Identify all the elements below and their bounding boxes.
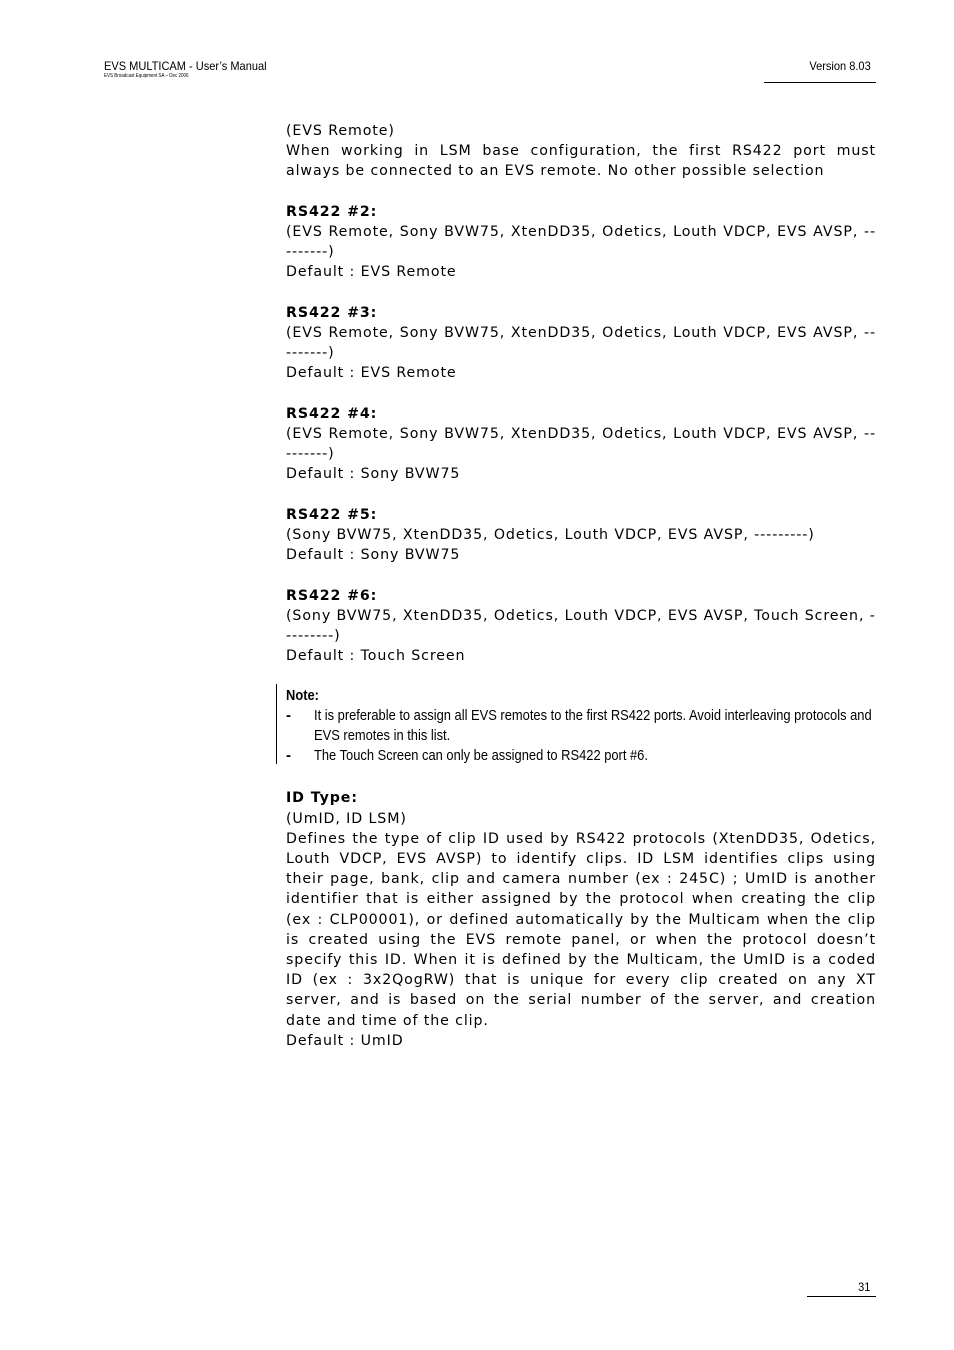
manual-title: EVS MULTICAM - User’s Manual — [104, 59, 267, 73]
intro-section — [286, 121, 876, 182]
port-default: Default : Sony BVW75 — [286, 466, 461, 483]
note-item-text: It is preferable to assign all EVS remotes to the first RS422 ports. Avoid interleaving protocols and EVS remotes in this list. — [314, 707, 872, 745]
main-content — [286, 121, 876, 1051]
port-section — [286, 303, 876, 384]
intro-label: (EVS Remote) — [286, 123, 395, 139]
bullet-dash: - — [286, 747, 291, 765]
note-item — [286, 706, 876, 746]
port-options: (EVS Remote, Sony BVW75, XtenDD35, Odetics, Louth VDCP, EVS AVSP, ---------) — [286, 426, 876, 463]
header-left — [104, 59, 281, 79]
note-item-text: The Touch Screen can only be assigned to RS422 port #6. — [314, 747, 648, 765]
port-options: (Sony BVW75, XtenDD35, Odetics, Louth VDCP, EVS AVSP, ---------) — [286, 527, 815, 543]
id-type-description: Defines the type of clip ID used by RS422 protocols (XtenDD35, Odetics, Louth VDCP, EVS AVSP) to identify clips. ID LSM identifies clips using their page, bank, clip and camera number (ex : 245C) ; UmID is another identifier that is either assigned by the protocol when creating the clip (ex : CLP00001), or defined automatically by the Multicam when the clip is created using the EVS remote panel, or when the protocol doesn’t specify this ID. When it is defined by the Multicam, the UmID is a coded ID (ex : 3x2QogRW) that is unique for every clip created on any XT server, and is based on the serial number of the server, and creation date and time of the clip. — [286, 830, 876, 1029]
port-title: RS422 #3: — [286, 304, 378, 321]
port-options: (EVS Remote, Sony BVW75, XtenDD35, Odetics, Louth VDCP, EVS AVSP, ---------) — [286, 325, 876, 362]
port-default: Default : EVS Remote — [286, 365, 457, 382]
id-type-default: Default : UmID — [286, 1032, 404, 1049]
page-number: 31 — [857, 1280, 870, 1294]
port-section — [286, 404, 876, 485]
note-box — [286, 686, 876, 766]
note-item — [286, 746, 876, 766]
id-type-title: ID Type: — [286, 790, 358, 807]
port-section — [286, 586, 876, 667]
note-change-bar — [276, 684, 277, 764]
version-label: Version 8.03 — [809, 59, 871, 73]
note-title: Note: — [286, 687, 319, 705]
port-section — [286, 505, 876, 566]
port-title: RS422 #5: — [286, 506, 378, 523]
intro-text: When working in LSM base configuration, the first RS422 port must always be connected to an EVS remote. No other possible selection — [286, 143, 876, 180]
port-title: RS422 #6: — [286, 587, 378, 604]
port-title: RS422 #2: — [286, 203, 378, 220]
bullet-dash: - — [286, 707, 291, 725]
port-section — [286, 202, 876, 283]
footer-rule — [807, 1296, 876, 1297]
port-options: (EVS Remote, Sony BVW75, XtenDD35, Odetics, Louth VDCP, EVS AVSP, ---------) — [286, 224, 876, 261]
id-type-section — [286, 788, 876, 1051]
manual-subtitle: EVS Broadcast Equipment SA – Dec 2006 — [104, 73, 189, 79]
port-options: (Sony BVW75, XtenDD35, Odetics, Louth VDCP, EVS AVSP, Touch Screen, ---------) — [286, 607, 876, 644]
port-default: Default : Touch Screen — [286, 648, 466, 665]
port-title: RS422 #4: — [286, 405, 378, 422]
port-default: Default : EVS Remote — [286, 264, 457, 281]
id-type-options: (UmID, ID LSM) — [286, 810, 407, 827]
port-default: Default : Sony BVW75 — [286, 547, 461, 564]
header-rule — [764, 82, 876, 83]
